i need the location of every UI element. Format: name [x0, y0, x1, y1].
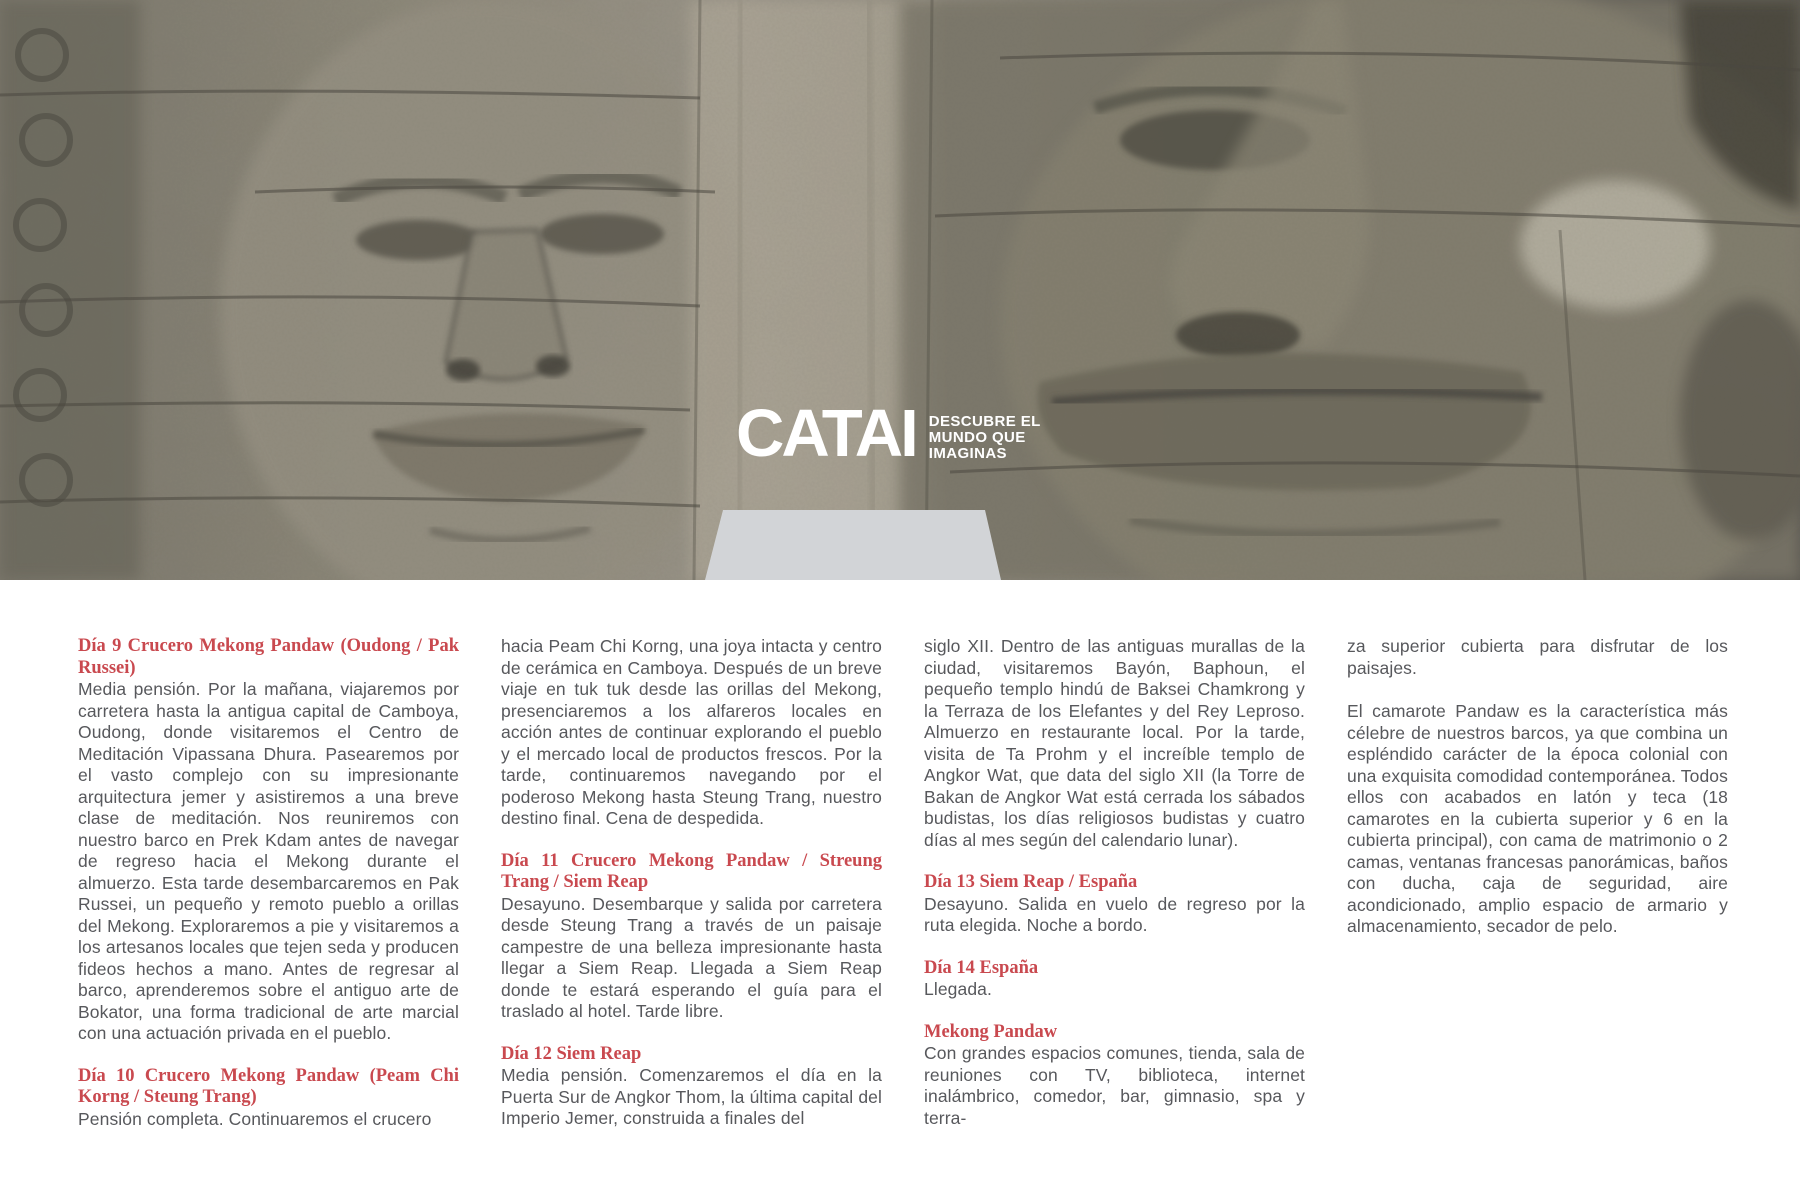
itinerary-paragraph: Media pensión. Comenzaremos el día en la Puerta Sur de Angkor Thom, la última capital del Imperio Jemer, construida a finales del: [501, 1065, 882, 1128]
tagline-line: IMAGINAS: [928, 445, 1007, 462]
itinerary-paragraph: Media pensión. Por la mañana, viajaremos por carretera hasta la antigua capital de Camboya, Oudong, donde visitaremos el Centro de Meditación Vipassana Dhura. Pasearemos por el vasto complejo con su impresionante arquitectura jemer y asistiremos a una breve clase de meditación. Nos reuniremos con nuestro barco en Prek Kdam antes de navegar de regreso hacia el Mekong durante el almuerzo. Esta tarde desembarcaremos en Pak Russei, un pequeño y remoto pueblo a orillas del Mekong. Exploraremos a pie y visitaremos a los artesanos locales que tejen seda y producen fideos hechos a mano. Antes de regresar al barco, aprenderemos sobre el antiguo arte de Bokator, una forma tradicional de arte marcial con una actuación privada en el pueblo.: [78, 679, 459, 1043]
itinerary-paragraph: Desayuno. Salida en vuelo de regreso por la ruta elegida. Noche a bordo.: [924, 893, 1305, 935]
stone-faces-photo: [0, 0, 1800, 580]
itinerary-paragraph: siglo XII. Dentro de las antiguas murallas de la ciudad, visitaremos Bayón, Baphoun, el pequeño templo hindú de Baksei Chamkrong y la Terraza de los Elefantes y del Rey Leproso. Almuerzo en restaurante local. Por la tarde, visita de Ta Prohm y el increíble templo de Angkor Wat, que data del siglo XII (la Torre de Bakan de Angkor Wat está cerrada los sábados budistas, los días religiosos budistas y cuatro días al mes según del calendario lunar).: [924, 636, 1305, 850]
day-heading: Mekong Pandaw: [924, 1021, 1058, 1042]
tagline-line: MUNDO QUE: [928, 429, 1026, 446]
catai-logo-tagline: [929, 414, 1041, 462]
day-heading: Día 13 Siem Reap / España: [924, 872, 1138, 892]
itinerary-column-2: [501, 636, 882, 1130]
day-heading: Día 11 Crucero Mekong Pandaw / Streung Trang / Siem Reap: [501, 850, 882, 892]
itinerary-paragraph: Desayuno. Desembarque y salida por carretera desde Steung Trang a través de un paisaje campestre de una belleza impresionante hasta llegar a Siem Reap. Llegada a Siem Reap donde te estará esperando el guía para el traslado al hotel. Tarde libre.: [501, 893, 882, 1021]
itinerary-paragraph: Pensión completa. Continuaremos el crucero: [78, 1108, 432, 1129]
itinerary-paragraph: El camarote Pandaw es la característica más célebre de nuestros barcos, ya que combina un espléndido carácter de la época colonial con una exquisita comodidad contemporánea. Todos ellos con acabados en latón y teca (18 camarotes en la cubierta superior y 6 en la cubierta principal), con cama de matrimonio o 2 camas, ventanas francesas panorámicas, baños con ducha, caja de seguridad, aire acondicionado, amplio espacio de armario y almacenamiento, secador de pelo.: [1347, 701, 1728, 936]
itinerary-column-4: [1347, 636, 1728, 1130]
itinerary-paragraph: Llegada.: [924, 979, 992, 999]
itinerary-paragraph: Con grandes espacios comunes, tienda, sala de reuniones con TV, biblioteca, internet inalámbrico, comedor, bar, gimnasio, spa y terra-: [924, 1043, 1305, 1128]
day-heading: Día 9 Crucero Mekong Pandaw (Oudong / Pak Russei): [78, 636, 459, 678]
itinerary-paragraph: za superior cubierta para disfrutar de los paisajes.: [1347, 636, 1728, 678]
tagline-line: DESCUBRE EL: [928, 413, 1041, 430]
catai-logo-wordmark: CATAI: [736, 396, 916, 471]
catai-logo: [736, 396, 1041, 471]
itinerary-paragraph: hacia Peam Chi Korng, una joya intacta y centro de cerámica en Camboya. Después de un breve viaje en tuk tuk desde las orillas del Mekong, presenciaremos a los alfareros locales en acción antes de continuar explorando el pueblo y el mercado local de productos frescos. Por la tarde, continuaremos navegando por el poderoso Mekong hasta Steung Trang, nuestro destino final. Cena de despedida.: [501, 636, 882, 828]
gray-trapezoid-tab: [705, 510, 1001, 580]
hero-photo: [0, 0, 1800, 580]
day-heading: Día 10 Crucero Mekong Pandaw (Peam Chi Korng / Steung Trang): [78, 1065, 459, 1107]
itinerary-column-1: [78, 636, 459, 1130]
itinerary-columns: [78, 636, 1728, 1130]
day-heading: Día 12 Siem Reap: [501, 1043, 642, 1064]
day-heading: Día 14 España: [924, 957, 1039, 978]
itinerary-column-3: [924, 636, 1305, 1130]
